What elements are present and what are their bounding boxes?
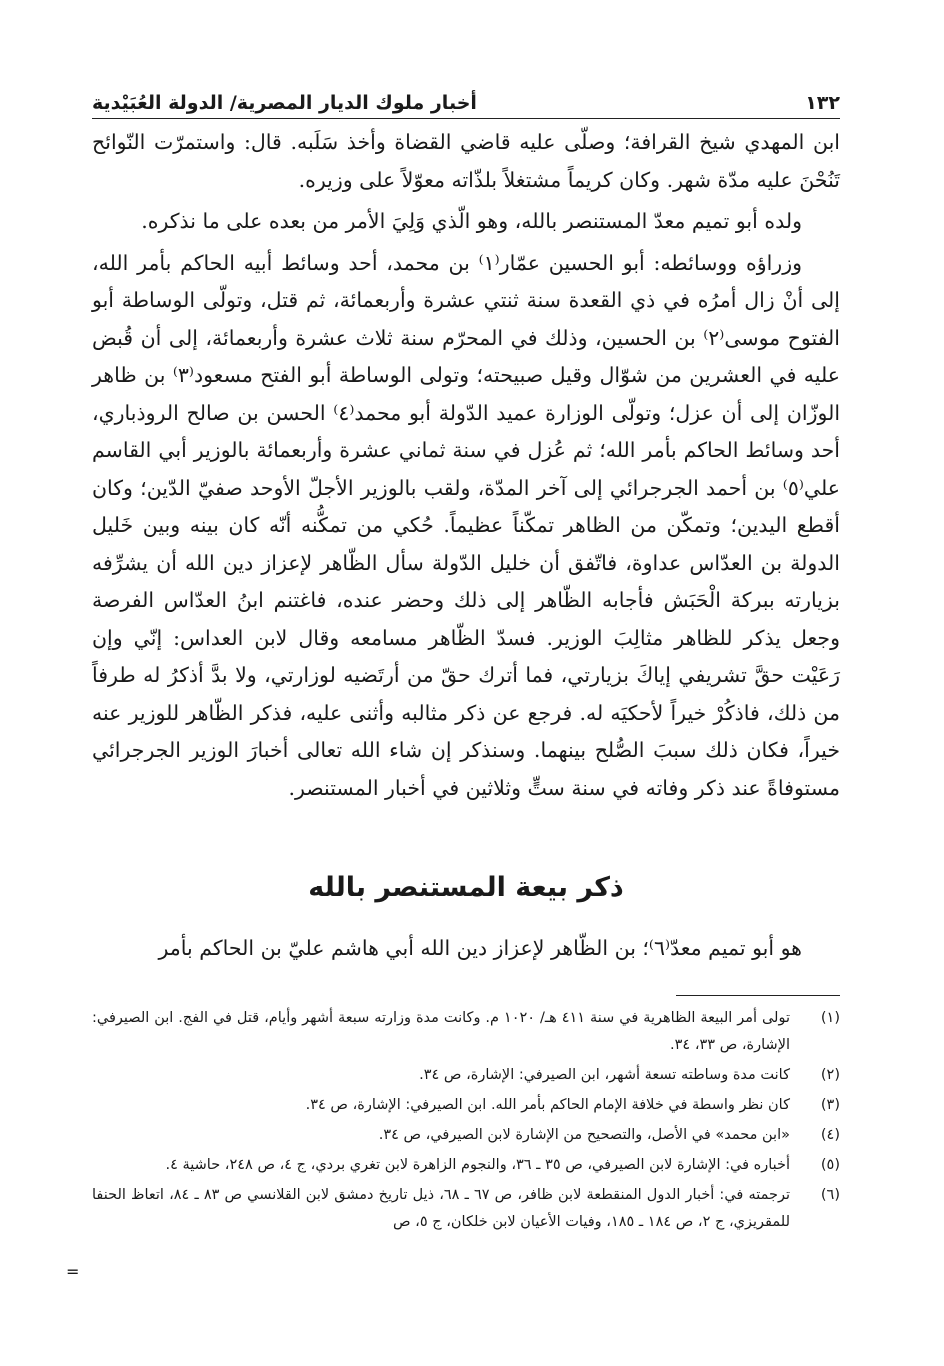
footnote — [92, 1062, 840, 1089]
footnote-rule — [676, 995, 840, 996]
footnotes — [92, 1005, 840, 1239]
footnote — [92, 1005, 840, 1059]
footnote-number: (٣) — [820, 1097, 840, 1113]
footnote-text: ترجمته في: أخبار الدول المنقطعة لابن ظافر، ص ٦٧ ـ ٦٨، ذيل تاريخ دمشق لابن القلانسي ص ٨٣ ـ ٨٤، اتعاظ الحنفا للمقريزي، ج ٢، ص ١٨٤ ـ ١٨٥، وفيات الأعيان لابن خلكان، ج ٥، ص — [92, 1187, 790, 1230]
footnote — [92, 1122, 840, 1149]
paragraph-2: ولده أبو تميم معدّ المستنصر بالله، وهو الّذي وَلِيَ الأمر من بعده على ما نذكره. — [141, 209, 802, 233]
footnote — [92, 1182, 840, 1236]
footnote-number: (١) — [820, 1010, 840, 1026]
footnote-text: كانت مدة وساطته تسعة أشهر، ابن الصيرفي: الإشارة، ص ٣٤. — [419, 1067, 790, 1083]
footnote-text: «ابن محمد» في الأصل، والتصحيح من الإشارة لابن الصيرفي، ص ٣٤. — [378, 1127, 790, 1143]
footnote — [92, 1152, 840, 1179]
section-heading: ذكر بيعة المستنصر بالله — [308, 872, 624, 903]
continuation-mark: = — [66, 1262, 80, 1281]
footnote-text: كان نظر واسطة في خلافة الإمام الحاكم بأمر الله. ابن الصيرفي: الإشارة، ص ٣٤. — [305, 1097, 790, 1113]
footnote-number: (٦) — [820, 1187, 840, 1203]
footnote-text: تولى أمر البيعة الظاهرية في سنة ٤١١ هـ/ ١٠٢٠ م. وكانت مدة وزارته سبعة أشهر وأيام، قتل في الفج. ابن الصيرفي: الإشارة، ص ٣٣، ٣٤. — [92, 1010, 790, 1053]
section-first-line: هو أبو تميم معدّ⁽٦⁾؛ بن الظّاهر لإعزاز دين الله أبي هاشم عليّ بن الحاكم بأمر — [158, 936, 802, 960]
footnote-number: (٥) — [820, 1157, 840, 1173]
header-rule — [92, 118, 840, 119]
footnote-number: (٢) — [820, 1067, 840, 1083]
page-number: ١٣٢ — [805, 92, 840, 114]
paragraph-3: وزراؤه ووسائطه: أبو الحسين عمّار⁽١⁾ بن محمد، أحد وسائط أبيه الحاكم بأمر الله، إلى أنْ زال أمرُه في ذي القعدة سنة ثنتي عشرة وأربعمائة، ثم قتل، وتولّى الوساطة أبو الفتوح موسى⁽٢⁾ بن الحسين، وذلك في المحرّم سنة ثلاث عشرة وأربعمائة، إلى أن قُبض عليه في العشرين من شوّال وقيل صبيحته؛ وتولى الوساطة أبو الفتح مسعود⁽٣⁾ بن ظاهر الوزّان إلى أن عزل؛ وتولّى الوزارة عميد الدّولة أبو محمد⁽٤⁾ الحسن بن صالح الروذباري، أحد وسائط الحاكم بأمر الله؛ ثم عُزل في سنة ثماني عشرة وأربعمائة بالوزير أبي القاسم علي⁽٥⁾ بن أحمد الجرجرائي إلى آخر المدّة، ولقب بالوزير الأجلّ الأوحد صفيّ الدّين؛ وكان أقطع اليدين؛ وتمكّن من الظاهر تمكّناً عظيماً. حُكي من تمكُّنه أنّه كان بينه وبين خَليل الدولة بن العدّاس عداوة، فاتّفق أن خليل الدّولة سأل الظّاهر لإعزاز دين الله أن يشرِّفه بزيارته ببركة الْحَبَش فأجابه الظّاهر إلى ذلك وحضر عنده، فاغتنم ابنُ العدّاس الفرصة وجعل يذكر للظاهر مثالِبَ الوزير. فسدّ الظّاهر مسامعه وقال لابن العداس: إنّي وإن رَعَيْت حقَّ تشريفي إياكَ بزيارتي، فما أترك حقّ من أرتَضيه لوزارتي، ولا بدَّ أذكرُ له طرفاً من ذلك، فاذكُرْ خيراً لأحكيَه له. فرجع عن ذكر مثالبه وأثنى عليه، فذكر الظّاهر للوزير عنه خيراً، فكان ذلك سببَ الصُّلح بينهما. وسنذكر إن شاء الله تعالى أخبارَ الوزير الجرجرائي مستوفاةً عند ذكر وفاته في سنة ستٍّ وثلاثين في أخبار المستنصر. — [92, 250, 841, 800]
main-text — [92, 124, 840, 807]
footnote-number: (٤) — [820, 1127, 840, 1143]
running-title: أخبار ملوك الديار المصرية/ الدولة العُبَيْدية — [92, 92, 477, 114]
running-header — [92, 74, 840, 114]
footnote — [92, 1092, 840, 1119]
paragraph-1: ابن المهدي شيخ القرافة؛ وصلّى عليه قاضي القضاة وأخذ سَلَبه. قال: واستمرّت النّوائح تَنُحْنَ عليه مدّة شهر. وكان كريماً مشتغلاً بلذّاته معوّلاً على وزيره. — [92, 130, 840, 192]
footnote-text: أخباره في: الإشارة لابن الصيرفي، ص ٣٥ ـ ٣٦، والنجوم الزاهرة لابن تغري بردي، ج ٤، ص ٢٤٨، حاشية ٤. — [165, 1157, 790, 1173]
